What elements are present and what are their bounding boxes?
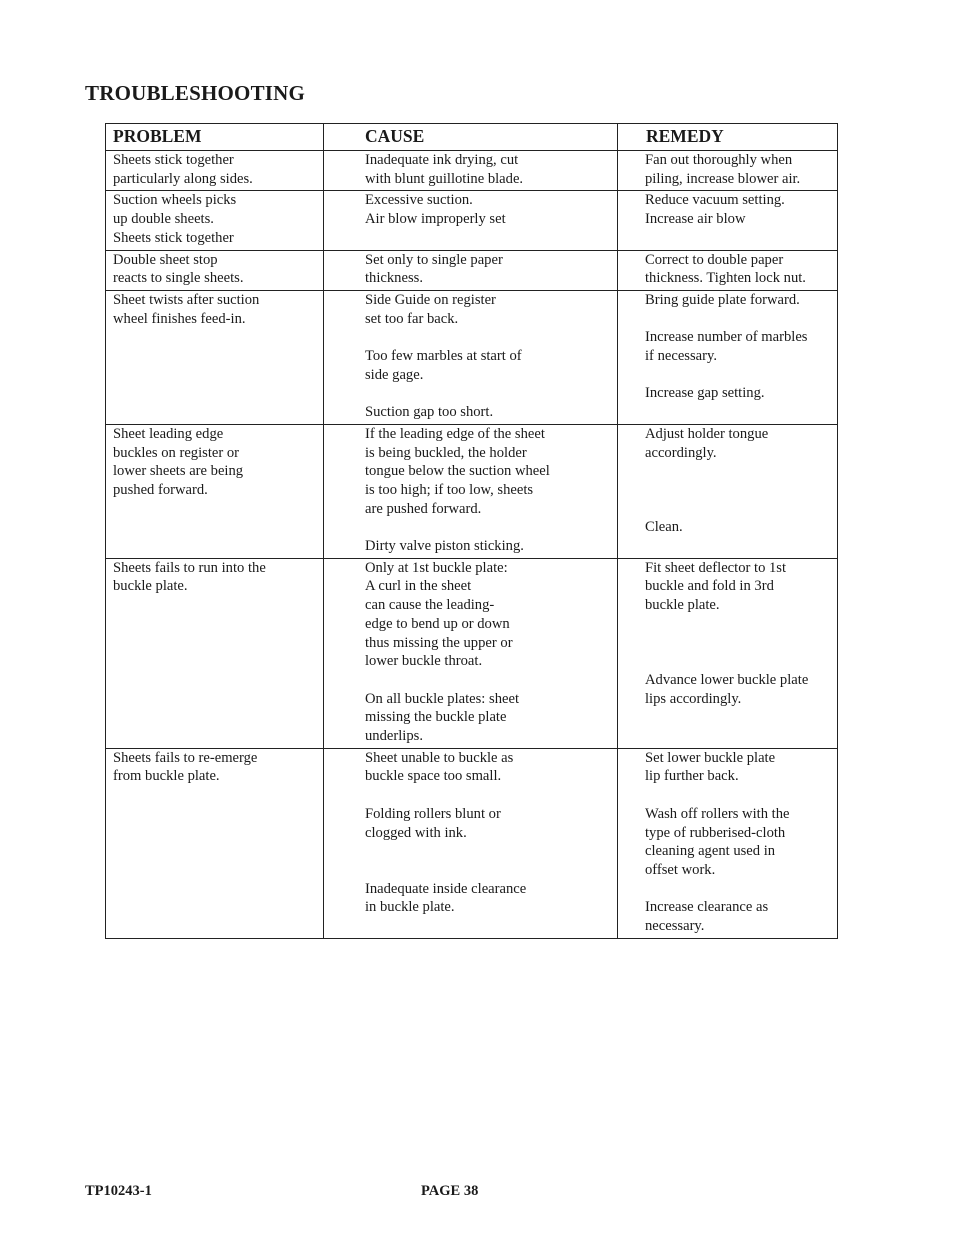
- problem-cell: [106, 191, 324, 250]
- header-problem: PROBLEM: [106, 124, 324, 151]
- remedy-text: Wash off rollers with the type of rubberised-cloth cleaning agent used in offset work.: [645, 805, 790, 878]
- remedy-text: Correct to double paper thickness. Tighten lock nut.: [645, 251, 806, 287]
- problem-cell: [106, 290, 324, 424]
- troubleshooting-table: [105, 123, 838, 939]
- cause-text: Excessive suction. Air blow improperly set: [365, 192, 506, 228]
- cause-text: Folding rollers blunt or clogged with ink.: [365, 805, 501, 841]
- problem-cell: [106, 151, 324, 191]
- cause-cell: [324, 558, 618, 748]
- cause-text: If the leading edge of the sheet is being buckled, the holder tongue below the suction wheel is too high; if too low, sheets are pushed forward.: [365, 425, 550, 517]
- remedy-cell: [618, 191, 838, 250]
- cause-text: Inadequate inside clearance in buckle plate.: [365, 880, 527, 916]
- remedy-cell: [618, 424, 838, 558]
- cause-text: Set only to single paper thickness.: [365, 251, 503, 287]
- remedy-text: Bring guide plate forward.: [645, 291, 800, 308]
- cause-cell: [324, 191, 618, 250]
- cause-cell: [324, 290, 618, 424]
- remedy-text: Adjust holder tongue accordingly.: [645, 425, 769, 461]
- cause-text: Dirty valve piston sticking.: [365, 538, 524, 555]
- cause-text: Sheet unable to buckle as buckle space too small.: [365, 749, 514, 785]
- remedy-text: Increase clearance as necessary.: [645, 899, 769, 935]
- problem-cell: [106, 558, 324, 748]
- cause-cell: [324, 250, 618, 290]
- problem-cell: [106, 424, 324, 558]
- problem-text: Sheets stick together particularly along sides.: [113, 152, 253, 187]
- cause-cell: [324, 151, 618, 191]
- table-row: [106, 290, 838, 424]
- cause-text: On all buckle plates: sheet missing the buckle plate underlips.: [365, 690, 519, 745]
- problem-text: Double sheet stop reacts to single sheets.: [113, 251, 244, 287]
- table-row: [106, 151, 838, 191]
- remedy-text: Advance lower buckle plate lips accordingly.: [645, 671, 809, 707]
- remedy-text: Increase gap setting.: [645, 385, 765, 402]
- remedy-cell: [618, 250, 838, 290]
- problem-text: Sheets fails to run into the buckle plate.: [113, 559, 266, 595]
- table-row: [106, 558, 838, 748]
- table-row: [106, 250, 838, 290]
- page-number: PAGE 38: [421, 1183, 479, 1199]
- remedy-text: Fan out thoroughly when piling, increase blower air.: [645, 152, 801, 187]
- problem-cell: [106, 748, 324, 938]
- problem-text: Sheet twists after suction wheel finishes feed-in.: [113, 291, 260, 327]
- table-body: [106, 151, 838, 939]
- remedy-cell: [618, 558, 838, 748]
- remedy-text: Clean.: [645, 519, 683, 536]
- remedy-cell: [618, 151, 838, 191]
- table-row: [106, 191, 838, 250]
- remedy-cell: [618, 748, 838, 938]
- remedy-text: Set lower buckle plate lip further back.: [645, 749, 776, 785]
- remedy-text: Increase number of marbles if necessary.: [645, 329, 808, 365]
- header-cause: CAUSE: [324, 124, 618, 151]
- remedy-text: Fit sheet deflector to 1st buckle and fold in 3rd buckle plate.: [645, 559, 787, 614]
- cause-cell: [324, 424, 618, 558]
- cause-text: Suction gap too short.: [365, 404, 494, 421]
- cause-text: Too few marbles at start of side gage.: [365, 348, 522, 383]
- cause-text: Only at 1st buckle plate: A curl in the sheet can cause the leading- edge to bend up or down thus missing the upper or lower buckle throat.: [365, 559, 513, 670]
- cause-text: Inadequate ink drying, cut with blunt guillotine blade.: [365, 152, 524, 187]
- cause-cell: [324, 748, 618, 938]
- document-id: TP10243-1: [85, 1183, 152, 1199]
- page-title: TROUBLESHOOTING: [85, 81, 306, 105]
- table-header-row: [106, 124, 838, 151]
- problem-text: Sheets fails to re-emerge from buckle plate.: [113, 749, 258, 785]
- problem-cell: [106, 250, 324, 290]
- remedy-text: Reduce vacuum setting. Increase air blow: [645, 192, 785, 228]
- table-row: [106, 424, 838, 558]
- remedy-cell: [618, 290, 838, 424]
- header-remedy: REMEDY: [618, 124, 838, 151]
- problem-text: Suction wheels picks up double sheets. Sheets stick together: [113, 192, 237, 246]
- problem-text: Sheet leading edge buckles on register or lower sheets are being pushed forward.: [113, 425, 244, 498]
- table-row: [106, 748, 838, 938]
- cause-text: Side Guide on register set too far back.: [365, 291, 496, 327]
